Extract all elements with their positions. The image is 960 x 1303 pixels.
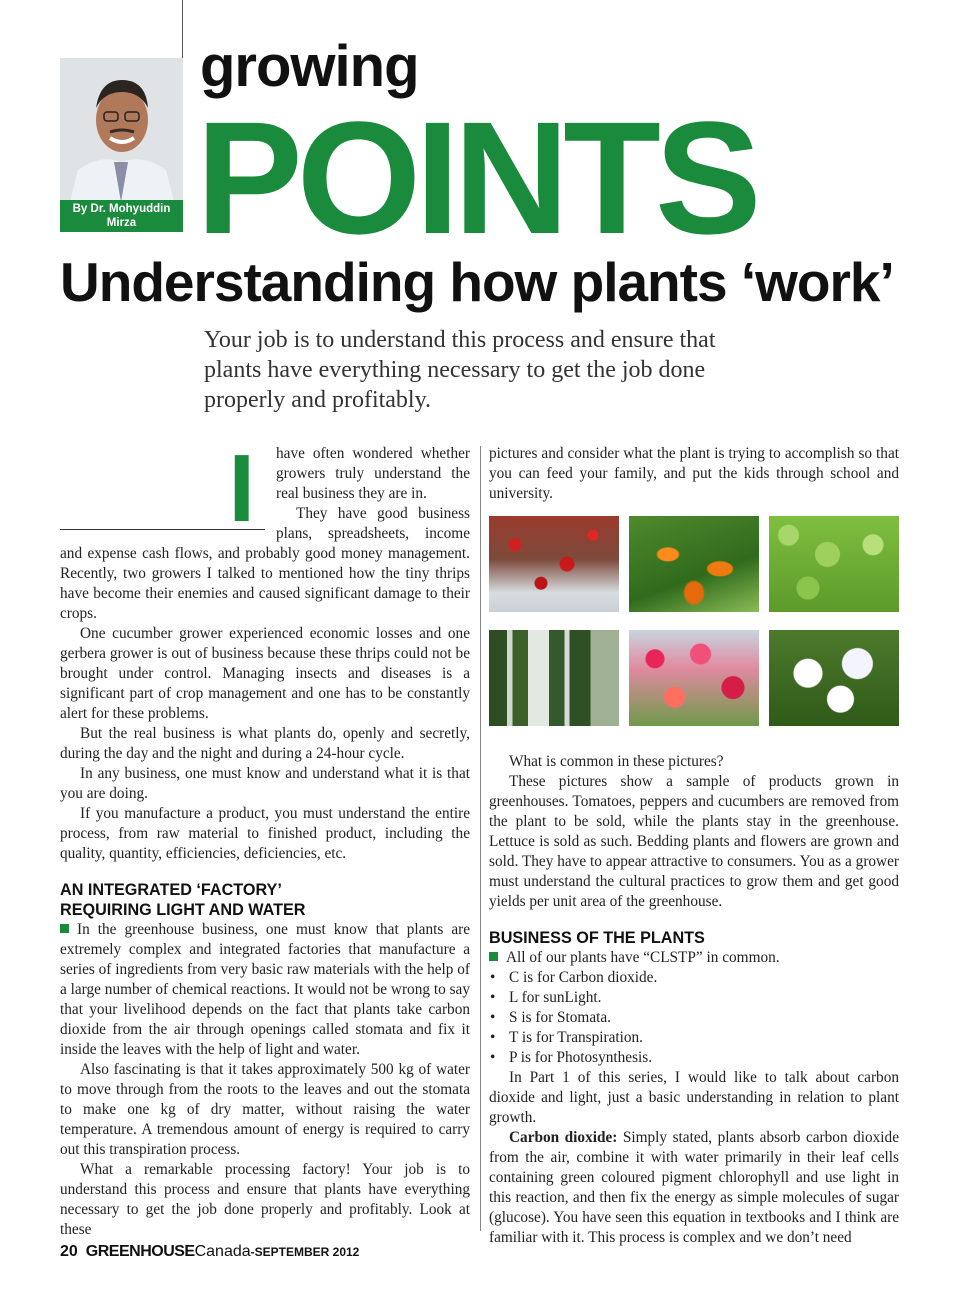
section-heading: BUSINESS OF THE PLANTS xyxy=(489,929,705,947)
dropcap: I xyxy=(60,450,265,530)
list-item: • L for sunLight. xyxy=(489,988,899,1008)
page-number: 20 xyxy=(60,1243,78,1260)
hanging-baskets-photo xyxy=(629,630,759,726)
section-heading-line: AN INTEGRATED ‘FACTORY’ xyxy=(60,881,282,899)
paragraph: pictures and consider what the plant is trying to accomplish so that you can feed your family, and put the kids through school and university. xyxy=(489,445,899,502)
cucumber-greenhouse-photo xyxy=(489,630,619,726)
paragraph: But the real business is what plants do, openly and secretly, during the day and the night and during a 24-hour cycle. xyxy=(60,725,470,762)
lettuce-photo xyxy=(769,516,899,612)
section-heading xyxy=(60,880,470,920)
page-footer xyxy=(60,1243,359,1261)
green-square-icon xyxy=(489,952,498,961)
section-heading-line: REQUIRING LIGHT AND WATER xyxy=(60,901,306,919)
paragraph: These pictures show a sample of products grown in greenhouses. Tomatoes, peppers and cucumbers are removed from the plant to be sold, while the plants stay in the greenhouse. Lettuce is sold as such. Bedding plants and flowers are grown and sold. They have to appear attractive to consumers. You as a grower must understand the cultural practices to grow them and get good yields per unit area of the greenhouse. xyxy=(489,773,899,910)
paragraph xyxy=(489,948,899,968)
paragraph-lead: Carbon dioxide: xyxy=(509,1129,618,1146)
issue-date: -SEPTEMBER 2012 xyxy=(250,1245,360,1259)
list-item: • T is for Transpiration. xyxy=(489,1028,899,1048)
paragraph: If you manufacture a product, you must understand the entire process, from raw material to finished product, including the quality, quantity, efficiencies, deficiencies, etc. xyxy=(60,805,470,862)
paragraph: They have good business plans, spreadsheets, income and expense cash flows, and probably good money management. Recently, two growers I talked to mentioned how the tiny thrips have become their enemies and caused significant damage to their crops. xyxy=(60,505,470,622)
author-byline: By Dr. Mohyuddin Mirza xyxy=(60,200,183,232)
photo-gallery xyxy=(489,516,899,726)
left-column xyxy=(60,435,470,1240)
paragraph xyxy=(489,1128,899,1248)
list-item: • P is for Photosynthesis. xyxy=(489,1048,899,1068)
paragraph: In any business, one must know and understand what it is that you are doing. xyxy=(60,765,470,802)
paragraph: have often wondered whether growers truly understand the real business they are in. xyxy=(276,445,470,502)
author-portrait-image xyxy=(60,58,183,202)
right-column xyxy=(489,444,899,1248)
dropcap-block xyxy=(60,435,276,542)
article-deck: Your job is to understand this process and ensure that plants have everything necessary to get the job done properly and profitably. xyxy=(204,327,716,413)
paragraph: What a remarkable processing factory! Your job is to understand this process and ensure that plants have everything necessary to get the job done properly and profitably. Look at these xyxy=(60,1161,470,1238)
clstp-list xyxy=(489,968,899,1068)
paragraph: One cucumber grower experienced economic losses and one gerbera grower is out of business because these thrips could not be brought under control. Managing insects and diseases is a significant part of crop management and one has to be constantly alert for these problems. xyxy=(60,625,470,722)
pepper-photo xyxy=(629,516,759,612)
article-headline: Understanding how plants ‘work’ xyxy=(60,251,894,313)
photo-caption: What is common in these pictures? xyxy=(509,753,724,770)
pansy-photo xyxy=(769,630,899,726)
paragraph-text: In the greenhouse business, one must know that plants are extremely complex and integrated factories that manufacture a series of ingredients from very basic raw materials with the help of a large number of chemical reactions. It would not be wrong to say that your livelihood depends on the fact that plants take carbon dioxide from the air through openings called stomata and fix it inside the leaves with the help of light and water. xyxy=(60,921,470,1058)
magazine-name-suffix: Canada xyxy=(194,1243,251,1260)
column-kicker: growing xyxy=(200,34,419,99)
list-item: • S is for Stomata. xyxy=(489,1008,899,1028)
paragraph xyxy=(60,920,470,1060)
magazine-name: GREENHOUSE xyxy=(85,1243,195,1260)
paragraph: Also fascinating is that it takes approximately 500 kg of water to move through from the roots to the leaves and out the stomata to make one kg of dry matter, without raising the water temperature. A tremendous amount of energy is required to carry out this transpiration process. xyxy=(60,1061,470,1158)
author-photo xyxy=(60,58,183,202)
column-title: POINTS xyxy=(196,88,756,267)
tomato-photo xyxy=(489,516,619,612)
column-divider xyxy=(480,446,481,1231)
paragraph-text: Simply stated, plants absorb carbon dioxide from the air, combine it with water primarily in their leaf cells containing green coloured pigment chlorophyll and use light in this reaction, and then fix the energy as simple molecules of sugar (glucose). You have seen this equation in textbooks and I think are familiar with it. This process is complex and we don’t need xyxy=(489,1129,899,1246)
green-square-icon xyxy=(60,924,69,933)
paragraph: In Part 1 of this series, I would like to talk about carbon dioxide and light, just a basic understanding in relation to plant growth. xyxy=(489,1069,899,1126)
paragraph-text: All of our plants have “CLSTP” in common. xyxy=(506,949,780,966)
list-item: • C is for Carbon dioxide. xyxy=(489,968,899,988)
